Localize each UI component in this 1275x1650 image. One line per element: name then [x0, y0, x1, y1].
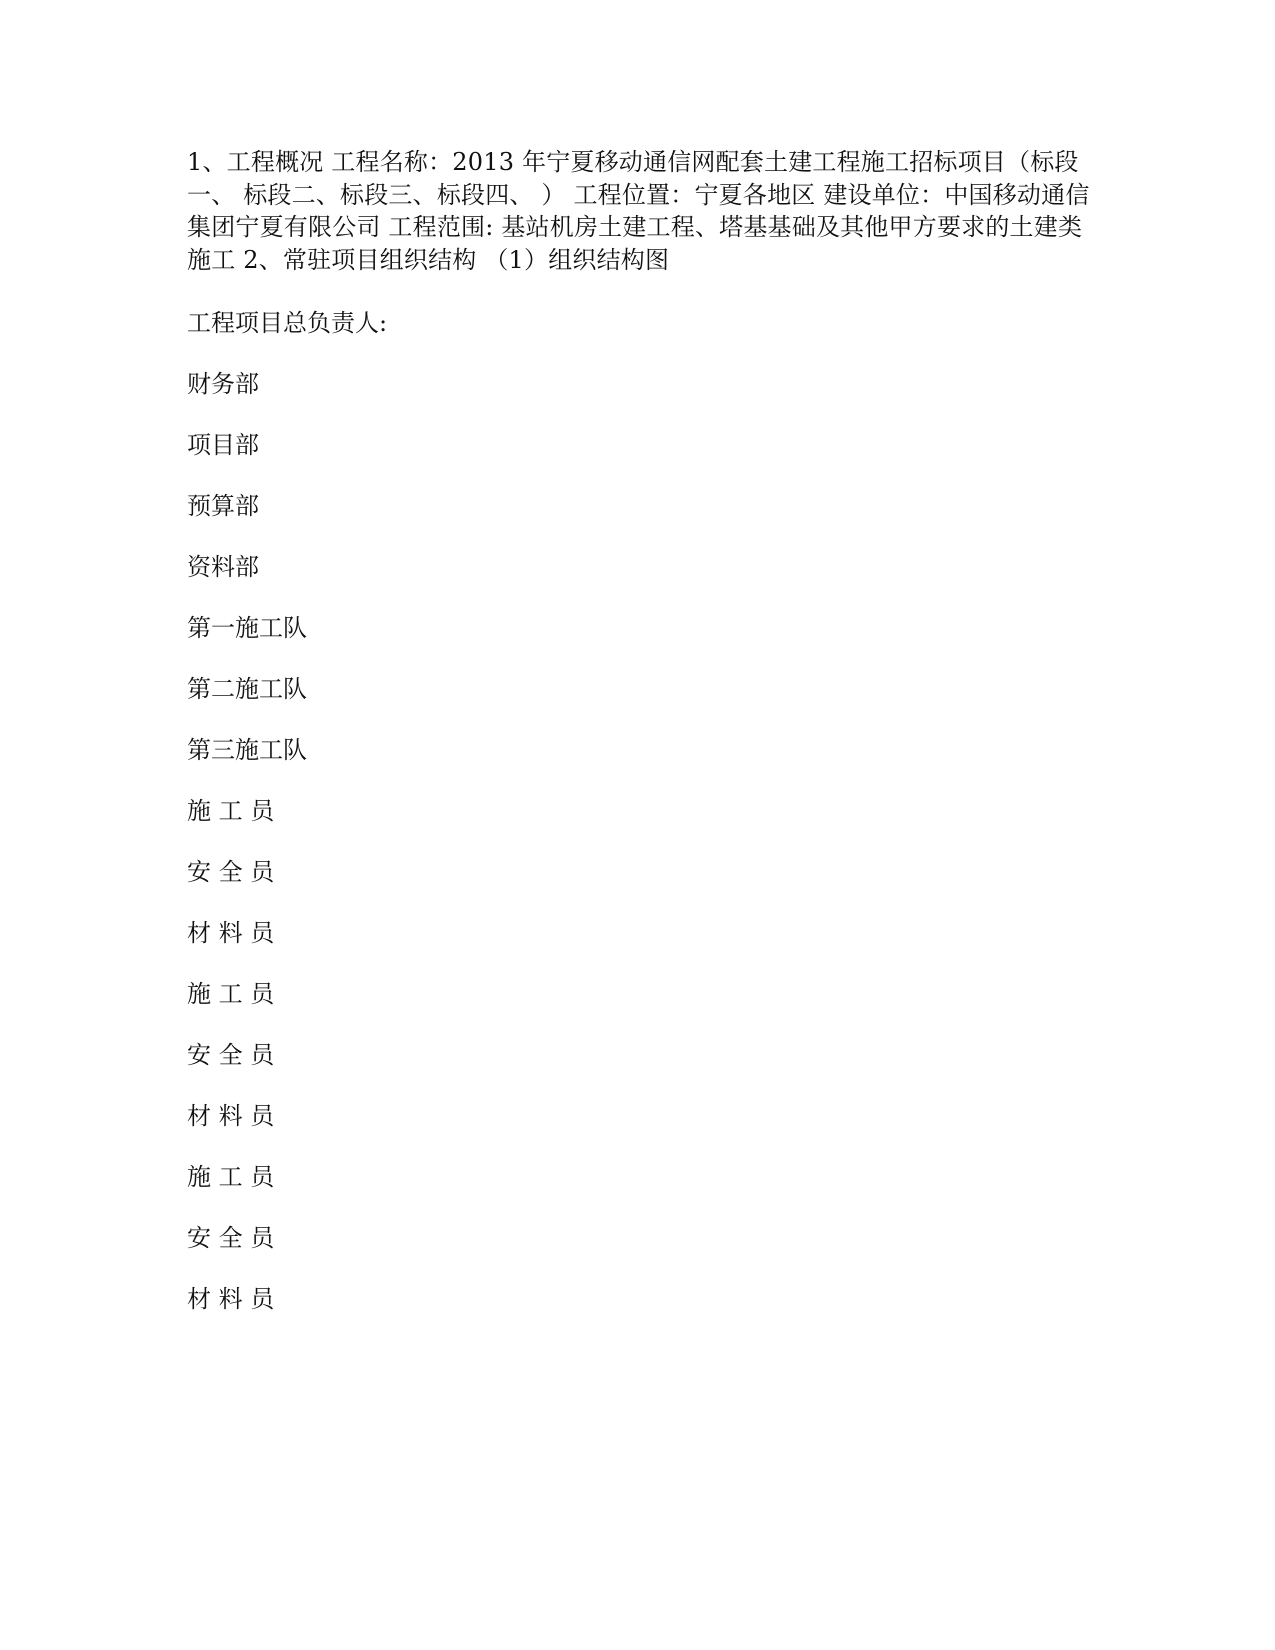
line-staff: 安 全 员 — [187, 1224, 275, 1252]
line-general-manager: 工程项目总负责人: — [187, 309, 388, 337]
line-documents-dept: 资料部 — [187, 553, 259, 581]
org-structure-list — [187, 308, 387, 1345]
line-staff: 施 工 员 — [187, 1163, 275, 1191]
line-team-1: 第一施工队 — [187, 614, 307, 642]
line-project-dept: 项目部 — [187, 431, 259, 459]
line-staff: 安 全 员 — [187, 858, 275, 886]
line-team-3: 第三施工队 — [187, 736, 307, 764]
line-staff: 安 全 员 — [187, 1041, 275, 1069]
line-budget-dept: 预算部 — [187, 492, 259, 520]
line-staff: 施 工 员 — [187, 797, 275, 825]
intro-paragraph: 1、工程概况 工程名称：2013 年宁夏移动通信网配套土建工程施工招标项目（标段一、 标段二、标段三、标段四、 ） 工程位置：宁夏各地区 建设单位：中国移动通信集团宁夏有限公司 工程范围: 基站机房土建工程、塔基基础及其他甲方要求的土建类施工 2、常驻项目组织结构 （1）组织结构图 — [187, 148, 1090, 274]
line-staff: 材 料 员 — [187, 1102, 275, 1130]
line-staff: 施 工 员 — [187, 980, 275, 1008]
line-team-2: 第二施工队 — [187, 675, 307, 703]
line-staff: 材 料 员 — [187, 919, 275, 947]
line-staff: 材 料 员 — [187, 1285, 275, 1313]
line-finance-dept: 财务部 — [187, 370, 259, 398]
